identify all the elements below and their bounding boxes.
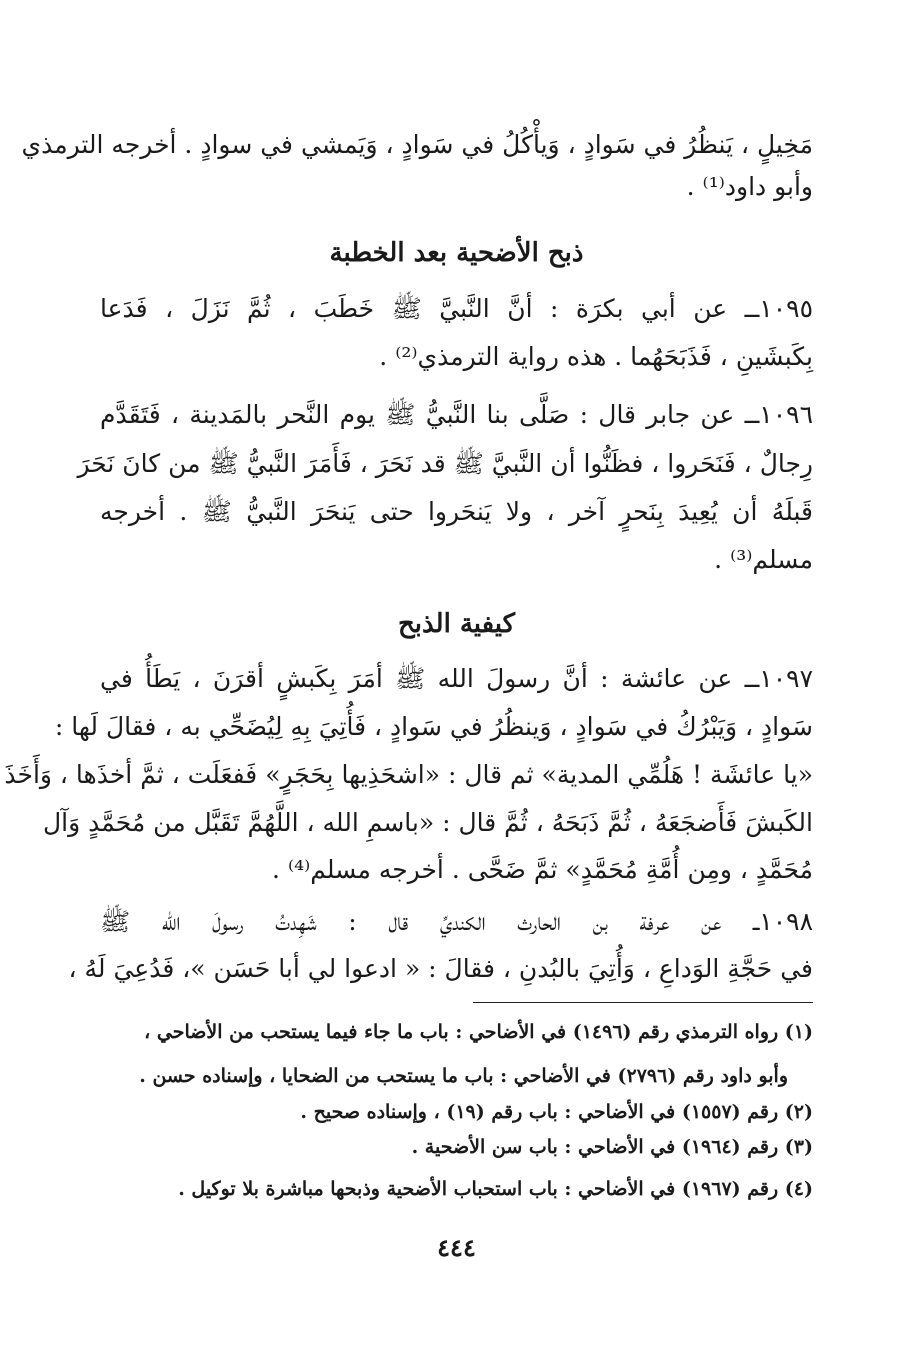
body-line: ١٠٩٥ــ عن أبي بكرَة : أنَّ النَّبيَّ ﷺ خَطَبَ ، ثُمَّ نَزَلَ ، فَدَعا (100, 294, 813, 323)
section-heading: ذبح الأضحية بعد الخطبة (329, 238, 584, 268)
body-line: ١٠٩٨ــ عن عرفة بن الحارث الكنديِّ قال : شَهِدتُ رسولَ الله ﷺ (100, 907, 813, 936)
footnote-line: (١) رواه الترمذي رقم (١٤٩٦) في الأضاحي : باب ما جاء فيما يستحب من الأضاحي ، (144, 1021, 813, 1043)
section-heading: كيفية الذبح (397, 609, 516, 639)
footnote-line: وأبو داود رقم (٢٧٩٦) في الأضاحي : باب ما يستحب من الضحايا ، وإسناده حسن . (139, 1065, 788, 1087)
body-line: في حَجَّةِ الوَداعِ ، وَأُتِيَ بالبُدنِ ، فقالَ : « ادعوا لي أبا حَسَن »، فَدُعِيَ لَهُ ، (68, 954, 813, 983)
body-line: وأبو داود⁽¹⁾ . (686, 172, 813, 201)
body-line: ١٠٩٧ــ عن عائشة : أنَّ رسولَ الله ﷺ أمَرَ بِكَبشٍ أقرَنَ ، يَطَأُ في (100, 664, 813, 693)
footnote-line: (٣) رقم (١٩٦٤) في الأضاحي : باب سن الأضحية . (411, 1136, 813, 1158)
body-line: ١٠٩٦ــ عن جابر قال : صَلَّى بنا النَّبيُّ ﷺ يوم النَّحر بالمَدينة ، فَتَقَدَّم (100, 400, 814, 429)
body-line: بِكَبشَينِ ، فَذَبَحَهُما . هذه رواية الترمذي⁽²⁾ . (379, 342, 813, 371)
body-line: قَبلَهُ أن يُعِيدَ بِنَحرٍ آخر ، ولا يَنحَروا حتى يَنحَرَ النَّبيُّ ﷺ . أخرجه (100, 497, 813, 526)
body-line: سَوادٍ ، وَيَبْرُكُ في سَوادٍ ، وَينظُرُ في سَوادٍ ، فَأُتِيَ بِهِ لِيُضَحِّي به ، فقالَ لَها : (54, 712, 813, 741)
body-line: مُحَمَّدٍ ، ومِن أُمَّةِ مُحَمَّدٍ» ثمَّ ضَحَّى . أخرجه مسلم⁽⁴⁾ . (272, 855, 813, 884)
body-line: مَخِيلٍ ، يَنظُرُ في سَوادٍ ، وَيأْكُلُ في سَوادٍ ، وَيَمشي في سوادٍ . أخرجه الترمذي (21, 130, 813, 159)
body-line: رِجالٌ ، فَنَحَروا ، فظَنُّوا أن النَّبيَّ ﷺ قد نَحَرَ ، فَأَمَرَ النَّبيُّ ﷺ من كانَ نَحَرَ (77, 449, 813, 478)
body-line: مسلم⁽³⁾ . (714, 545, 813, 574)
footnote-line: (٤) رقم (١٩٦٧) في الأضاحي : باب استحباب الأضحية وذبحها مباشرة بلا توكيل . (178, 1178, 813, 1200)
page-number: ٤٤٤ (437, 1233, 476, 1262)
footnote-line: (٢) رقم (١٥٥٧) في الأضاحي : باب رقم (١٩) ، وإسناده صحيح . (300, 1101, 813, 1123)
body-line: «يا عائشَة ! هَلُمِّي المدية» ثم قال : «اشحَذِيها بِحَجَرٍ» فَفعَلَت ، ثمَّ أخذَها ، وَأَخَذَ (4, 760, 813, 789)
body-line: الكَبشَ فَأَضجَعَهُ ، ثُمَّ ذَبَحَهُ ، ثُمَّ قال : «باسمِ الله ، اللَّهُمَّ تَقَبَّل من مُحَمَّدٍ وَآل (42, 808, 813, 837)
footnote-separator (473, 1002, 813, 1003)
